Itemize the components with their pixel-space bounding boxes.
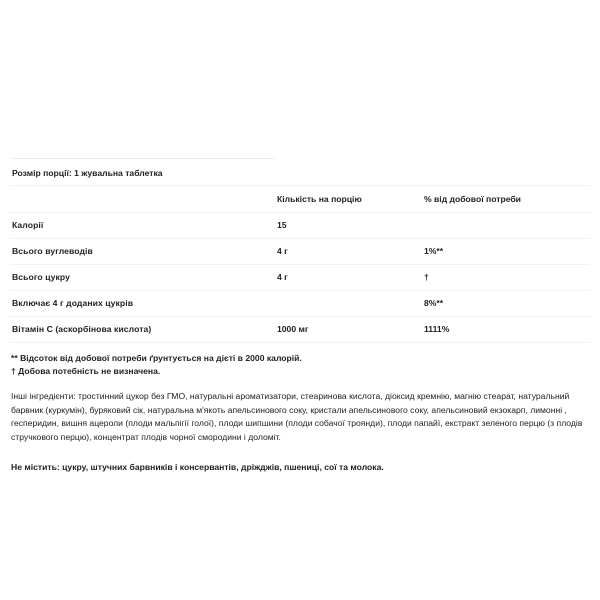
nutrient-daily-value — [422, 213, 590, 239]
nutrient-amount: 15 — [275, 213, 422, 239]
column-header-amount-per-serving: Кількість на порцію — [275, 186, 422, 213]
table-row — [10, 213, 590, 239]
other-ingredients-text: Інші інгредієнти: тростинний цукор без ГМО, натуральні ароматизатори, стеаринова кислота, діоксид кремнію, магнію стеарат, натуральний барвник (куркумін), буряковий сік, натуральна м'якоть апельсинового соку, кристали апельсинового соку, апельсиновий екзокарп, лимонні , гесперидин, вишня ацероли (плоди мальпігії голої), плоди шипшини (плоди собачої троянди), плоди папайї, екстракт зеленого перцю (з плодів стручкового перцю), концентрат плодів чорної смородини і доломіт. — [11, 390, 583, 443]
serving-size-row — [10, 159, 590, 186]
nutrient-amount: 4 г — [275, 239, 422, 265]
column-header-nutrient — [10, 186, 275, 213]
nutrient-daily-value: 1111% — [422, 317, 590, 343]
nutrient-amount: 4 г — [275, 265, 422, 291]
footnote-daily-value: ** Відсоток від добової потреби ґрунтується на дієті в 2000 калорій. — [11, 353, 302, 363]
serving-size-spacer-3 — [422, 159, 590, 186]
nutrient-amount: 1000 мг — [275, 317, 422, 343]
table-row — [10, 317, 590, 343]
footnote-dagger: † Добова потебність не визначена. — [11, 366, 161, 377]
free-of-text: Не містить: цукру, штучних барвників і консервантів, дріжджів, пшениці, сої та молока. — [11, 462, 384, 473]
table-header-row — [10, 186, 590, 213]
footnotes-block — [11, 352, 600, 379]
nutrient-name: Включає 4 г доданих цукрів — [10, 291, 275, 317]
serving-size-spacer-2 — [275, 159, 422, 186]
nutrient-name: Всього цукру — [10, 265, 275, 291]
serving-size-label: Розмір порції: 1 жувальна таблетка — [10, 159, 275, 186]
column-header-percent-daily-value: % від добової потреби — [422, 186, 590, 213]
nutrient-name: Калорії — [10, 213, 275, 239]
top-spacer — [0, 0, 600, 158]
nutrient-daily-value: † — [422, 265, 590, 291]
table-row — [10, 265, 590, 291]
table-row — [10, 239, 590, 265]
nutrient-name: Вітамін С (аскорбінова кислота) — [10, 317, 275, 343]
nutrient-name: Всього вуглеводів — [10, 239, 275, 265]
nutrient-amount — [275, 291, 422, 317]
nutrient-daily-value: 1%** — [422, 239, 590, 265]
nutrient-daily-value: 8%** — [422, 291, 590, 317]
table-row — [10, 291, 590, 317]
supplement-facts-table — [10, 158, 590, 343]
